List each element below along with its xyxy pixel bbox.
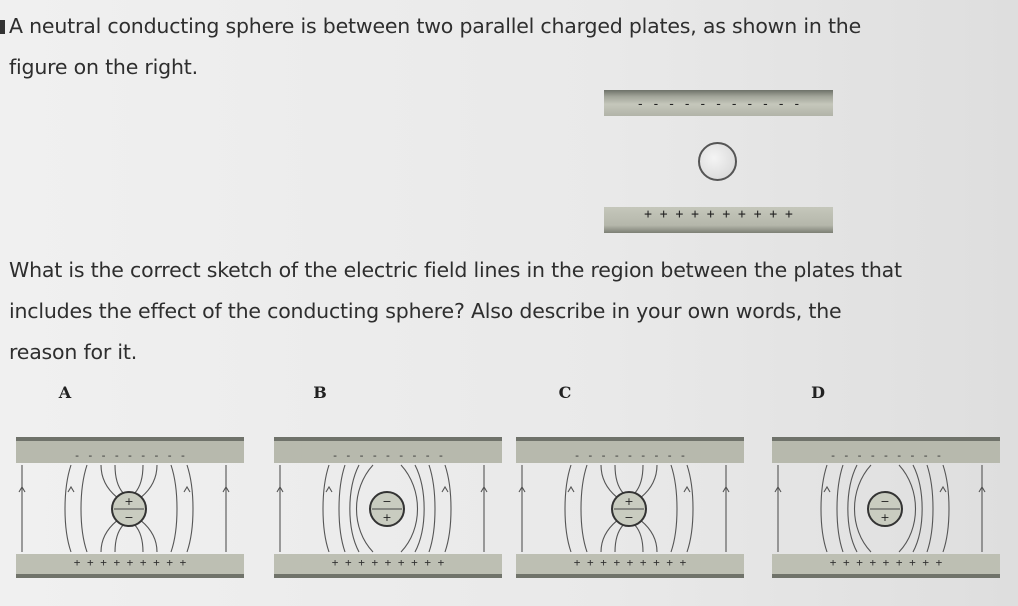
field-line	[581, 465, 587, 552]
option-svg	[274, 432, 502, 582]
field-line	[821, 465, 827, 552]
field-line	[171, 465, 177, 552]
option-label-d[interactable]: D	[811, 383, 825, 402]
plate-edge	[274, 437, 502, 441]
option-svg	[772, 432, 1000, 582]
option-d-diagram[interactable]	[772, 432, 1000, 582]
field-arrow	[184, 487, 190, 492]
sphere-bottom-charge: +	[880, 511, 890, 524]
sphere-bottom-charge: −	[124, 511, 134, 524]
field-line	[339, 465, 345, 552]
field-arrow	[68, 487, 74, 492]
field-line	[687, 465, 693, 552]
field-line	[848, 465, 857, 552]
plate-edge	[16, 574, 244, 578]
sphere-bottom-charge: +	[382, 511, 392, 524]
sphere-top-charge: −	[880, 495, 890, 508]
positive-plate-signs: + + + + + + + + +	[573, 556, 687, 569]
plate-edge	[772, 437, 1000, 441]
plate-edge	[516, 574, 744, 578]
field-line	[429, 465, 435, 552]
field-arrow	[824, 487, 830, 492]
field-line	[565, 465, 571, 552]
bullet-mark	[0, 20, 5, 34]
field-line	[943, 465, 949, 552]
positive-plate-signs: + + + + + + + + +	[331, 556, 445, 569]
field-arrow	[568, 487, 574, 492]
field-arrow	[326, 487, 332, 492]
option-label-a[interactable]: A	[58, 383, 72, 402]
sphere-top-charge: −	[382, 495, 392, 508]
field-line	[415, 465, 424, 552]
field-line	[350, 465, 359, 552]
positive-plate-signs: + + + + + + + + + +	[644, 207, 793, 222]
field-line	[81, 465, 87, 552]
field-line	[837, 465, 843, 552]
field-line	[671, 465, 677, 552]
negative-plate	[604, 90, 833, 116]
option-label-b[interactable]: B	[313, 383, 327, 402]
sphere-bottom-charge: −	[624, 511, 634, 524]
negative-plate-signs: - - - - - - - - -	[573, 449, 687, 462]
sphere-top-charge: +	[624, 495, 634, 508]
negative-plate-signs: - - - - - - - - -	[829, 449, 943, 462]
option-a-diagram[interactable]	[16, 432, 244, 582]
option-label-c[interactable]: C	[558, 383, 572, 402]
option-svg	[516, 432, 744, 582]
sphere-top-charge: +	[124, 495, 134, 508]
field-line	[65, 465, 71, 552]
field-line	[323, 465, 329, 552]
question-prompt: What is the correct sketch of the electric field lines in the region between the plates that includes the effect of the conducting sphere? Also describe in your own words, the reason for it.	[9, 258, 902, 364]
field-line	[187, 465, 193, 552]
positive-plate	[604, 207, 833, 233]
neutral-sphere	[698, 142, 737, 181]
positive-plate-signs: + + + + + + + + +	[73, 556, 187, 569]
field-arrow	[940, 487, 946, 492]
field-line	[445, 465, 451, 552]
plate-edge	[16, 437, 244, 441]
plate-edge	[516, 437, 744, 441]
negative-plate-signs: - - - - - - - - - - -	[636, 97, 801, 112]
option-c-diagram[interactable]	[516, 432, 744, 582]
negative-plate-signs: - - - - - - - - -	[331, 449, 445, 462]
plate-edge	[274, 574, 502, 578]
field-arrow	[684, 487, 690, 492]
field-arrow	[442, 487, 448, 492]
negative-plate-signs: - - - - - - - - -	[73, 449, 187, 462]
plate-edge	[772, 574, 1000, 578]
field-line	[927, 465, 933, 552]
positive-plate-signs: + + + + + + + + +	[829, 556, 943, 569]
field-line	[913, 465, 922, 552]
question-intro: A neutral conducting sphere is between two parallel charged plates, as shown in the figure on the right.	[9, 14, 861, 79]
option-svg	[16, 432, 244, 582]
option-b-diagram[interactable]	[274, 432, 502, 582]
